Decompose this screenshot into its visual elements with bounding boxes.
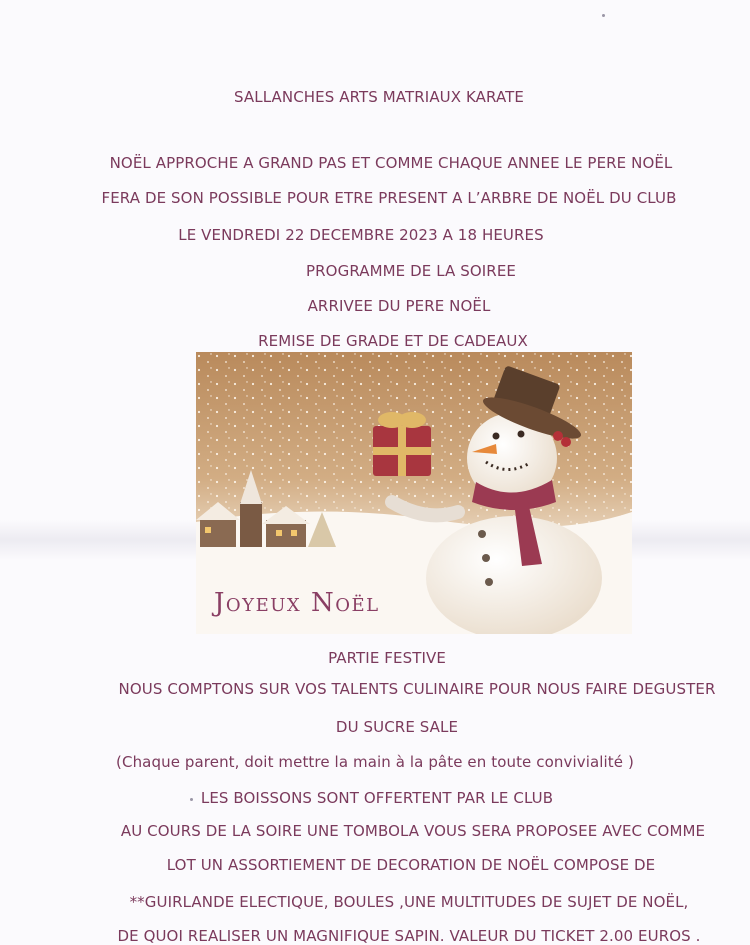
tombola-line-1: AU COURS DE LA SOIRE UNE TOMBOLA VOUS SERA PROPOSEE AVEC COMME: [120, 822, 706, 840]
drinks-line: LES BOISSONS SONT OFFERTENT PAR LE CLUB: [200, 789, 554, 807]
tombola-line-3: **GUIRLANDE ELECTIQUE, BOULES ,UNE MULTITUDES DE SUJET DE NOËL,: [129, 893, 689, 911]
festive-note: (Chaque parent, doit mettre la main à la pâte en toute convivialité ): [116, 753, 634, 771]
program-item-grades: REMISE DE GRADE ET DE CADEAUX: [258, 332, 528, 350]
tombola-line-4: DE QUOI REALISER UN MAGNIFIQUE SAPIN. VALEUR DU TICKET 2.00 EUROS .: [117, 927, 701, 945]
program-title: PROGRAMME DE LA SOIREE: [306, 262, 516, 280]
card-greeting: Joyeux Noël: [214, 588, 380, 618]
tombola-line-2: LOT UN ASSORTIEMENT DE DECORATION DE NOËL COMPOSE DE: [166, 856, 656, 874]
festive-line-2: DU SUCRE SALE: [335, 718, 459, 736]
festive-title: PARTIE FESTIVE: [328, 649, 446, 667]
event-date: LE VENDREDI 22 DECEMBRE 2023 A 18 HEURES: [178, 226, 544, 244]
intro-line-2: FERA DE SON POSSIBLE POUR ETRE PRESENT A L’ARBRE DE NOËL DU CLUB: [101, 189, 677, 207]
intro-line-1: NOËL APPROCHE A GRAND PAS ET COMME CHAQUE ANNEE LE PERE NOËL: [109, 154, 673, 172]
club-name: SALLANCHES ARTS MATRIAUX KARATE: [234, 88, 524, 106]
festive-line-1: NOUS COMPTONS SUR VOS TALENTS CULINAIRE POUR NOUS FAIRE DEGUSTER: [118, 680, 716, 698]
gift-icon: [373, 412, 431, 476]
paper-speck: [602, 14, 605, 17]
program-item-santa: ARRIVEE DU PERE NOËL: [307, 297, 491, 315]
